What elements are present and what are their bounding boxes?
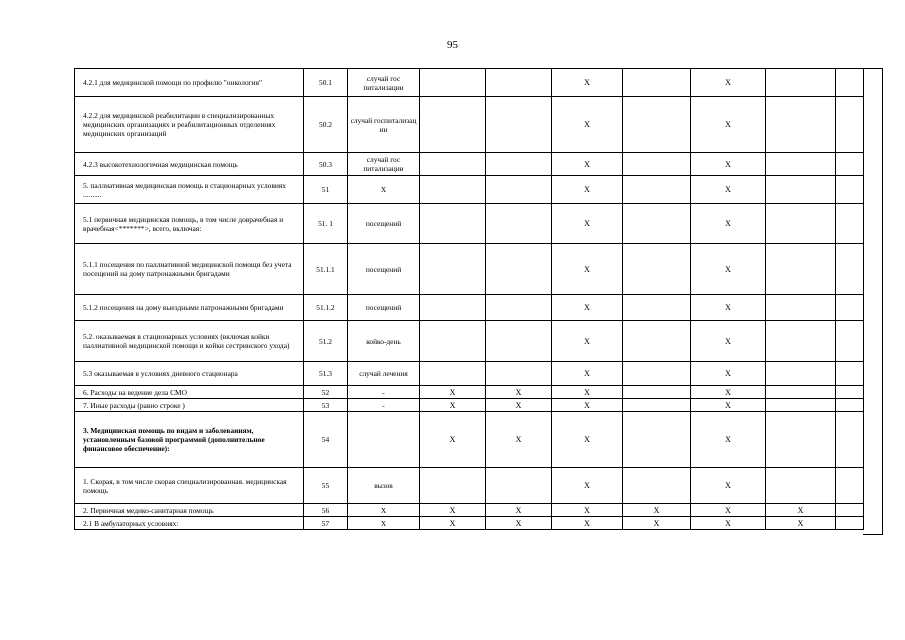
row-empty-cell [836,153,864,176]
row-line-code-cell: 52 [304,386,348,399]
row-name-cell: 3. Медицинская помощь по видам и заболеваниям, установленным базовой программой (дополнительное финансовое обеспечение): [75,412,304,468]
row-line-code-cell: 53 [304,399,348,412]
row-value-cell: X [691,468,766,504]
row-value-cell: X [552,295,623,321]
row-line-code-cell: 51.2 [304,321,348,362]
row-value-cell: X [420,412,486,468]
row-name-cell: 7. Иные расходы (равно строке ) [75,399,304,412]
table-row [75,97,864,153]
row-value-cell [420,362,486,386]
table-right-border [863,68,883,535]
row-value-cell: X [552,69,623,97]
row-line-code-cell: 57 [304,517,348,530]
row-name-cell: 2. Первичная медико-санитарная помощь [75,504,304,517]
row-value-cell: X [552,176,623,204]
row-empty-cell [836,295,864,321]
row-line-code-cell: 50.1 [304,69,348,97]
row-unit-cell [348,412,420,468]
row-value-cell [623,386,691,399]
row-name-cell: 5. паллиативная медицинская помощь в стационарных условиях .......... [75,176,304,204]
table-row [75,412,864,468]
row-value-cell [486,244,552,295]
row-value-cell: X [420,399,486,412]
row-value-cell [420,204,486,244]
row-value-cell: X [420,517,486,530]
row-value-cell [623,153,691,176]
row-value-cell [766,204,836,244]
row-value-cell [486,362,552,386]
row-value-cell: X [486,504,552,517]
row-line-code-cell: 50.2 [304,97,348,153]
row-name-cell: 5.2. оказываемая в стационарных условиях (включая койки паллиативной медицинской помощи и койки сестринского ухода) [75,321,304,362]
row-value-cell: X [420,504,486,517]
row-value-cell [766,244,836,295]
row-line-code-cell: 56 [304,504,348,517]
row-value-cell: X [552,362,623,386]
row-empty-cell [836,69,864,97]
row-value-cell [486,295,552,321]
row-value-cell: X [766,517,836,530]
row-value-cell [766,321,836,362]
row-line-code-cell: 51.1.1 [304,244,348,295]
row-name-cell: 4.2.1 для медицинской помощи по профилю "онкология" [75,69,304,97]
data-table [74,68,864,530]
row-empty-cell [836,399,864,412]
row-value-cell [623,69,691,97]
row-line-code-cell: 55 [304,468,348,504]
row-value-cell: X [691,204,766,244]
row-value-cell: X [691,69,766,97]
table-body [75,69,864,530]
row-name-cell: 4.2.3 высокотехнологичная медицинская помощь [75,153,304,176]
row-value-cell [766,412,836,468]
row-unit-cell: - [348,399,420,412]
row-unit-cell: койко-день [348,321,420,362]
table-row [75,399,864,412]
row-value-cell: X [691,517,766,530]
table-row [75,295,864,321]
row-value-cell: X [552,244,623,295]
row-unit-cell: случай госпитализац ии [348,97,420,153]
table-row [75,468,864,504]
row-value-cell: X [691,244,766,295]
row-value-cell [420,244,486,295]
row-value-cell: X [552,399,623,412]
page-number: 95 [447,39,458,51]
row-empty-cell [836,204,864,244]
row-value-cell [623,399,691,412]
row-value-cell [623,97,691,153]
row-value-cell [623,321,691,362]
row-value-cell [623,295,691,321]
row-unit-cell: X [348,504,420,517]
row-value-cell [486,321,552,362]
row-value-cell: X [552,504,623,517]
row-value-cell: X [691,153,766,176]
row-value-cell: X [691,176,766,204]
row-value-cell [766,362,836,386]
row-value-cell: X [691,386,766,399]
row-value-cell [486,204,552,244]
row-value-cell: X [691,362,766,386]
row-value-cell: X [552,412,623,468]
row-name-cell: 5.1.1 посещения по паллиативной медицинской помощи без учета посещений на дому патронажными бригадами [75,244,304,295]
row-value-cell [486,69,552,97]
row-value-cell: X [552,204,623,244]
row-value-cell [623,412,691,468]
row-line-code-cell: 50.3 [304,153,348,176]
row-value-cell [766,468,836,504]
row-value-cell: X [623,504,691,517]
table-row [75,517,864,530]
row-value-cell [420,153,486,176]
table-row [75,504,864,517]
row-name-cell: 5.1.2 посещения на дому выездными патронажными бригадами [75,295,304,321]
row-value-cell [623,204,691,244]
row-value-cell [766,386,836,399]
row-value-cell: X [552,386,623,399]
row-unit-cell: посещений [348,244,420,295]
row-value-cell: X [486,399,552,412]
table-row [75,153,864,176]
row-empty-cell [836,468,864,504]
row-value-cell [486,176,552,204]
row-value-cell [486,153,552,176]
row-name-cell: 2.1 В амбулаторных условиях: [75,517,304,530]
table-row [75,362,864,386]
row-value-cell [766,176,836,204]
table-row [75,386,864,399]
row-empty-cell [836,362,864,386]
row-unit-cell: случай лечения [348,362,420,386]
row-value-cell: X [691,504,766,517]
row-line-code-cell: 51.3 [304,362,348,386]
row-value-cell: X [691,399,766,412]
row-line-code-cell: 51 [304,176,348,204]
table-row [75,321,864,362]
row-value-cell [420,468,486,504]
row-value-cell [623,362,691,386]
row-value-cell [420,321,486,362]
row-unit-cell: X [348,176,420,204]
row-unit-cell: - [348,386,420,399]
row-line-code-cell: 54 [304,412,348,468]
row-value-cell [486,97,552,153]
row-value-cell: X [691,97,766,153]
row-value-cell [420,176,486,204]
row-value-cell: X [623,517,691,530]
row-empty-cell [836,176,864,204]
row-value-cell [623,468,691,504]
row-value-cell [623,176,691,204]
row-value-cell [420,69,486,97]
row-name-cell: 1. Скорая, в том числе скорая специализированная. медицинская помощь [75,468,304,504]
row-unit-cell: посещений [348,204,420,244]
table-row [75,204,864,244]
row-line-code-cell: 51.1.2 [304,295,348,321]
row-unit-cell: вызов [348,468,420,504]
row-value-cell: X [552,517,623,530]
row-name-cell: 6. Расходы на ведение дела СМО [75,386,304,399]
row-line-code-cell: 51. 1 [304,204,348,244]
table-row [75,69,864,97]
row-value-cell: X [552,468,623,504]
row-value-cell [766,97,836,153]
row-unit-cell: X [348,517,420,530]
row-value-cell: X [552,153,623,176]
table-row [75,176,864,204]
row-value-cell: X [552,321,623,362]
row-value-cell: X [766,504,836,517]
row-unit-cell: случай гос питализации [348,69,420,97]
row-empty-cell [836,386,864,399]
row-empty-cell [836,97,864,153]
row-value-cell: X [486,412,552,468]
row-value-cell: X [691,321,766,362]
row-value-cell: X [691,295,766,321]
row-value-cell [420,97,486,153]
row-value-cell: X [486,517,552,530]
row-value-cell [486,468,552,504]
row-value-cell: X [691,412,766,468]
row-empty-cell [836,244,864,295]
row-unit-cell: случай гос питализации [348,153,420,176]
row-name-cell: 5.1 первичная медицинская помощь, в том числе доврачебная и врачебная<*******>, всего, включая: [75,204,304,244]
row-name-cell: 4.2.2 для медицинской реабилитации в специализированных медицинских организациях и реабилитационных отделениях медицинских организаций [75,97,304,153]
table-row [75,244,864,295]
row-empty-cell [836,517,864,530]
row-value-cell [766,399,836,412]
row-value-cell: X [420,386,486,399]
row-unit-cell: посещений [348,295,420,321]
row-value-cell: X [486,386,552,399]
row-name-cell: 5.3 оказываемая в условиях дневного стационара [75,362,304,386]
row-value-cell [766,153,836,176]
row-empty-cell [836,321,864,362]
row-empty-cell [836,412,864,468]
row-value-cell [766,295,836,321]
row-value-cell: X [552,97,623,153]
row-value-cell [420,295,486,321]
row-value-cell [623,244,691,295]
row-value-cell [766,69,836,97]
row-empty-cell [836,504,864,517]
